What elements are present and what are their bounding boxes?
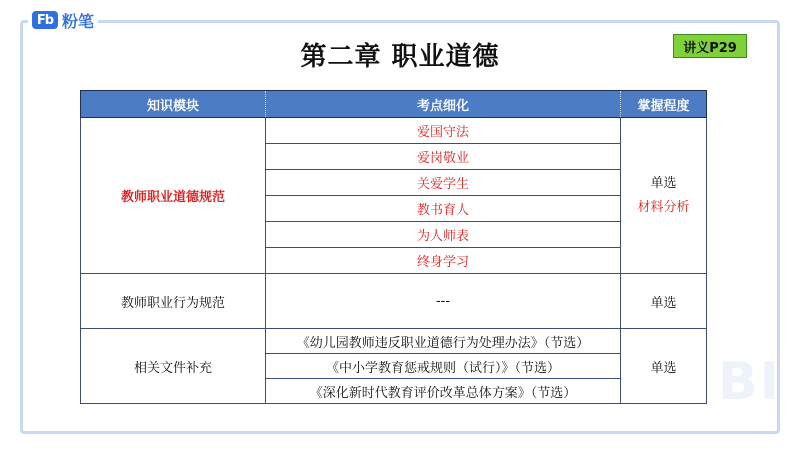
topic-cell: 《幼儿园教师违反职业道德行为处理办法》（节选）: [266, 329, 621, 354]
knowledge-table: [80, 90, 707, 404]
topic-cell: 《中小学教育惩戒规则（试行）》（节选）: [266, 354, 621, 379]
module-cell: 教师职业道德规范: [81, 118, 266, 274]
module-cell: 教师职业行为规范: [81, 274, 266, 329]
header-detail: 考点细化: [266, 91, 621, 118]
module-cell: 相关文件补充: [81, 329, 266, 404]
topic-cell: 《深化新时代教育评价改革总体方案》（节选）: [266, 379, 621, 404]
topic-cell: 教书育人: [266, 196, 621, 222]
level-line: 单选: [650, 175, 677, 191]
table-row: [81, 274, 707, 329]
level-cell: 单选: [621, 274, 707, 329]
topic-cell: 爱国守法: [266, 118, 621, 144]
page-title: 第二章 职业道德: [300, 42, 500, 72]
topic-cell: 关爱学生: [266, 170, 621, 196]
header-module: 知识模块: [81, 91, 266, 118]
table-row: [81, 329, 707, 354]
topic-cell: ---: [266, 274, 621, 329]
table-row: [81, 118, 707, 144]
level-line: 材料分析: [637, 199, 690, 215]
brand-name: 粉笔: [62, 11, 95, 31]
watermark: BI: [718, 352, 781, 412]
handout-page-badge: 讲义P29: [673, 34, 747, 58]
table-header-row: [81, 91, 707, 118]
level-cell: 单选: [621, 329, 707, 404]
brand-logo: [28, 8, 98, 32]
topic-cell: 爱岗敬业: [266, 144, 621, 170]
header-level: 掌握程度: [621, 91, 707, 118]
brand-logo-icon: Fb: [32, 11, 58, 29]
topic-cell: 为人师表: [266, 222, 621, 248]
level-cell: [621, 118, 707, 274]
topic-cell: 终身学习: [266, 248, 621, 274]
